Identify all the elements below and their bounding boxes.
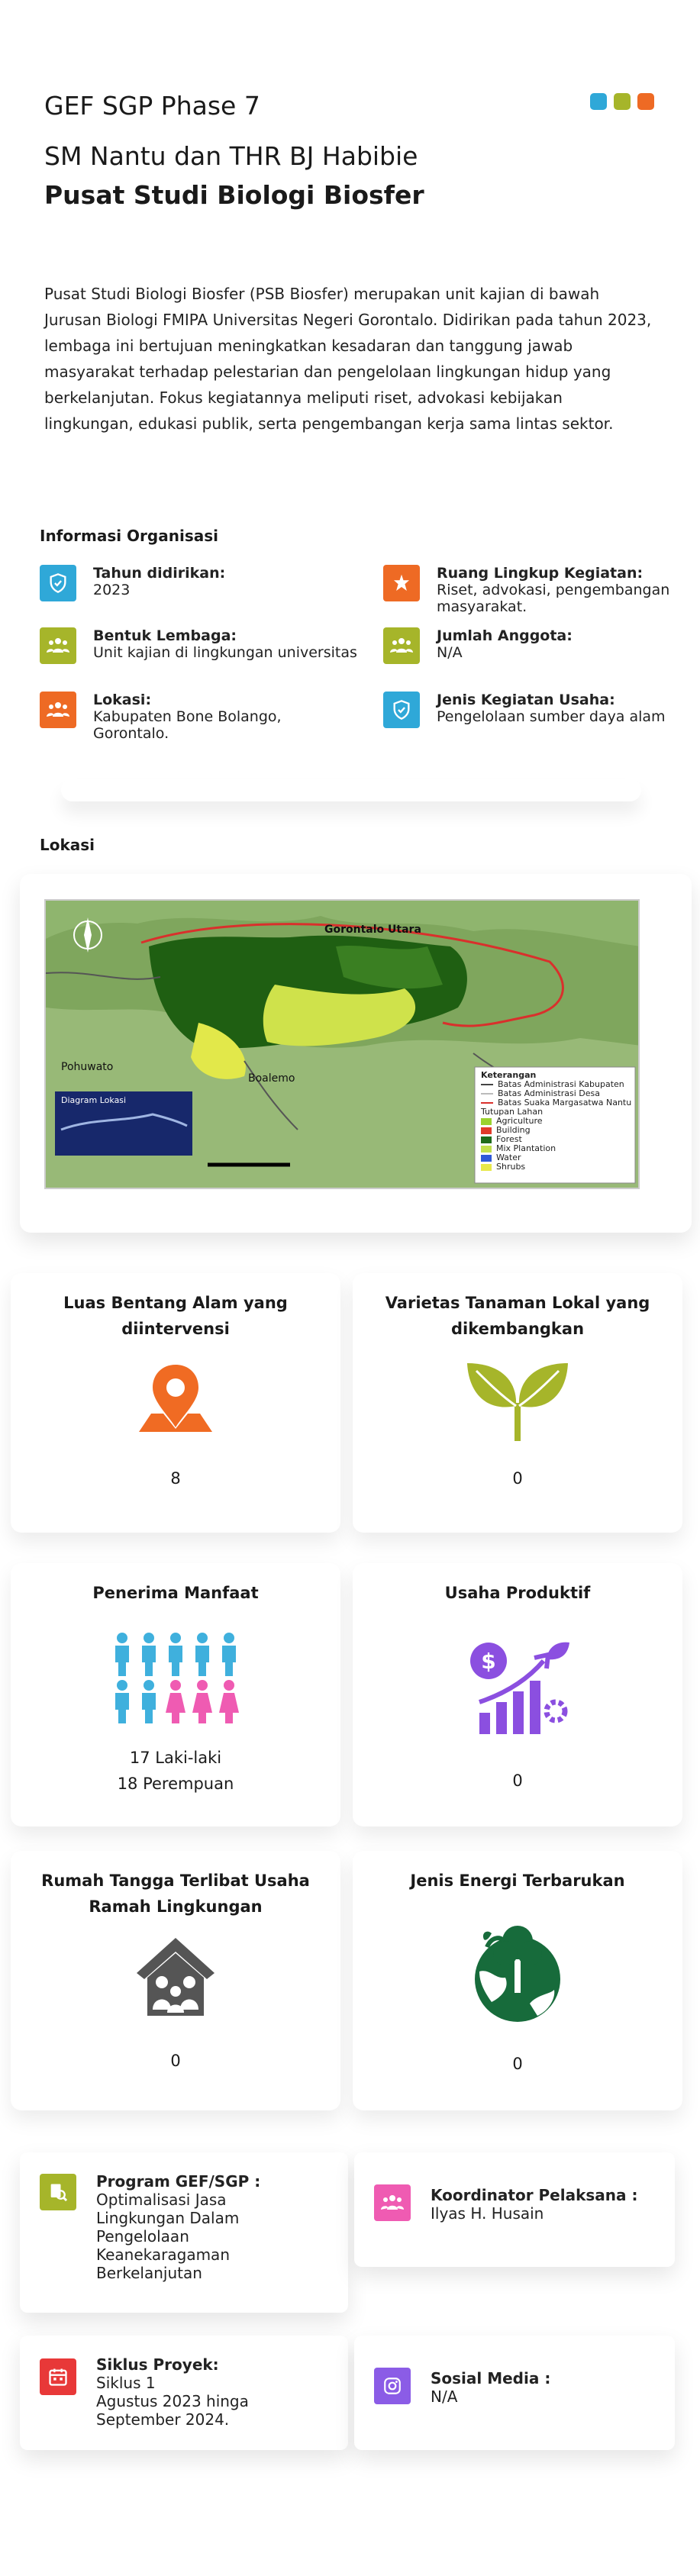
stat-title: Varietas Tanaman Lokal yang dikembangkan	[385, 1294, 650, 1338]
location-map[interactable]	[44, 899, 640, 1189]
sosial-media-card	[354, 2336, 675, 2450]
sprout-icon	[464, 1359, 571, 1446]
program-title: GEF SGP Phase 7	[44, 91, 260, 121]
stat-card-usaha-produktif	[353, 1563, 682, 1826]
star-icon	[383, 565, 420, 601]
stat-value: 0	[512, 2055, 523, 2073]
org-value: Pengelolaan sumber daya alam	[437, 708, 666, 725]
svg-text:$: $	[481, 1649, 496, 1674]
legend-item: Batas Administrasi Desa	[481, 1089, 631, 1098]
map-pin-icon	[137, 1359, 214, 1446]
organization-name: Pusat Studi Biologi Biosfer	[44, 180, 424, 210]
people-icon	[374, 2184, 411, 2221]
stat-card-rumah-tangga	[11, 1851, 340, 2110]
org-value: N/A	[437, 644, 463, 661]
org-item-lokasi	[40, 692, 360, 742]
org-item-jumlah-anggota	[383, 627, 673, 664]
org-key: Lokasi:	[93, 692, 152, 708]
legend-item: Building	[481, 1126, 631, 1135]
house-family-icon	[134, 1935, 218, 2022]
location-section-title: Lokasi	[40, 836, 95, 854]
org-key: Ruang Lingkup Kegiatan:	[437, 565, 644, 582]
search-document-icon	[40, 2174, 76, 2210]
sosmed-value: N/A	[431, 2387, 458, 2406]
stat-title: Jenis Energi Terbarukan	[410, 1872, 625, 1890]
program-key: Program GEF/SGP :	[96, 2172, 261, 2191]
stat-value: 0	[512, 1772, 523, 1790]
sosmed-key: Sosial Media :	[431, 2369, 551, 2387]
stat-value-male: 17 Laki-laki	[129, 1749, 222, 1767]
stat-card-luas-bentang	[11, 1273, 340, 1533]
siklus-value-period: Agustus 2023 hinga September 2024.	[96, 2392, 249, 2429]
map-inset-title: Diagram Lokasi	[61, 1095, 127, 1105]
stat-value: 0	[512, 1469, 523, 1488]
divider-shadow	[61, 779, 641, 801]
stat-title: Luas Bentang Alam yang diintervensi	[63, 1294, 288, 1338]
koordinator-value: Ilyas H. Husain	[431, 2204, 544, 2223]
program-value: Optimalisasi Jasa Lingkungan Dalam Pengelolaan Keanekaragaman Berkelanjutan	[96, 2191, 240, 2282]
shield-icon	[383, 692, 420, 728]
org-key: Bentuk Lembaga:	[93, 627, 237, 644]
brand-square-orange	[637, 93, 654, 110]
stat-card-penerima-manfaat	[11, 1563, 340, 1826]
legend-item: Batas Suaka Margasatwa Nantu	[481, 1098, 631, 1107]
legend-item: Forest	[481, 1135, 631, 1144]
business-growth-icon	[464, 1638, 571, 1740]
siklus-card	[20, 2336, 348, 2450]
legend-item: Agriculture	[481, 1117, 631, 1126]
brand-squares	[590, 93, 654, 110]
brand-square-green	[614, 93, 631, 110]
stat-title: Rumah Tangga Terlibat Usaha Ramah Lingkungan	[41, 1872, 310, 1916]
org-value: Kabupaten Bone Bolango, Gorontalo.	[93, 708, 282, 742]
org-key: Tahun didirikan:	[93, 565, 226, 582]
people-icon	[40, 692, 76, 728]
org-item-ruang-lingkup	[383, 565, 673, 615]
stat-title: Usaha Produktif	[444, 1584, 591, 1602]
shield-icon	[40, 565, 76, 601]
stat-card-energi-terbarukan	[353, 1851, 682, 2110]
map-legend	[481, 1070, 631, 1172]
program-card	[20, 2152, 348, 2313]
org-item-tahun	[40, 565, 360, 601]
org-item-bentuk	[40, 627, 376, 664]
koordinator-key: Koordinator Pelaksana :	[431, 2186, 638, 2204]
koordinator-card	[354, 2152, 675, 2267]
calendar-icon	[40, 2358, 76, 2395]
org-item-jenis-usaha	[383, 692, 673, 728]
legend-subtitle: Tutupan Lahan	[481, 1107, 544, 1117]
stat-card-varietas	[353, 1273, 682, 1533]
map-label-boalemo: Boalemo	[248, 1072, 295, 1085]
org-value: Riset, advokasi, pengembangan masyarakat.	[437, 582, 670, 615]
earth-tree-icon	[464, 1918, 571, 2028]
org-value: 2023	[93, 582, 131, 598]
stat-value: 8	[170, 1469, 181, 1488]
map-label-gorontalo-utara: Gorontalo Utara	[324, 924, 421, 936]
site-title: SM Nantu dan THR BJ Habibie	[44, 141, 418, 171]
org-key: Jenis Kegiatan Usaha:	[437, 692, 615, 708]
legend-item: Shrubs	[481, 1162, 631, 1172]
siklus-key: Siklus Proyek:	[96, 2355, 219, 2374]
legend-item: Batas Administrasi Kabupaten	[481, 1080, 631, 1089]
map-label-pohuwato: Pohuwato	[61, 1061, 114, 1073]
org-section-title: Informasi Organisasi	[40, 527, 218, 545]
legend-item: Mix Plantation	[481, 1144, 631, 1153]
brand-square-blue	[590, 93, 607, 110]
org-key: Jumlah Anggota:	[437, 627, 573, 644]
page-header	[44, 85, 655, 214]
people-icon	[40, 627, 76, 664]
intro-paragraph: Pusat Studi Biologi Biosfer (PSB Biosfer) merupakan unit kajian di bawah Jurusan Biologi FMIPA Universitas Negeri Gorontalo. Didirikan pada tahun 2023, lembaga ini bertujuan meningkatkan kesadaran dan tanggung jawab masyarakat terhadap pelestarian dan pengelolaan lingkungan hidup yang berkelanjutan. Fokus kegiatannya meliputi riset, advokasi kebijakan lingkungan, edukasi publik, serta pengembangan kerja sama lintas sektor.	[44, 285, 652, 433]
people-icon	[383, 627, 420, 664]
stat-title: Penerima Manfaat	[92, 1584, 259, 1602]
legend-title: Keterangan	[481, 1070, 537, 1080]
org-value: Unit kajian di lingkungan universitas	[93, 644, 357, 661]
stat-value-female: 18 Perempuan	[117, 1775, 234, 1793]
social-media-icon	[374, 2368, 411, 2404]
legend-item: Water	[481, 1153, 631, 1162]
stat-value: 0	[170, 2052, 181, 2070]
people-group-icon	[111, 1630, 240, 1731]
siklus-value-cycle: Siklus 1	[96, 2374, 156, 2392]
